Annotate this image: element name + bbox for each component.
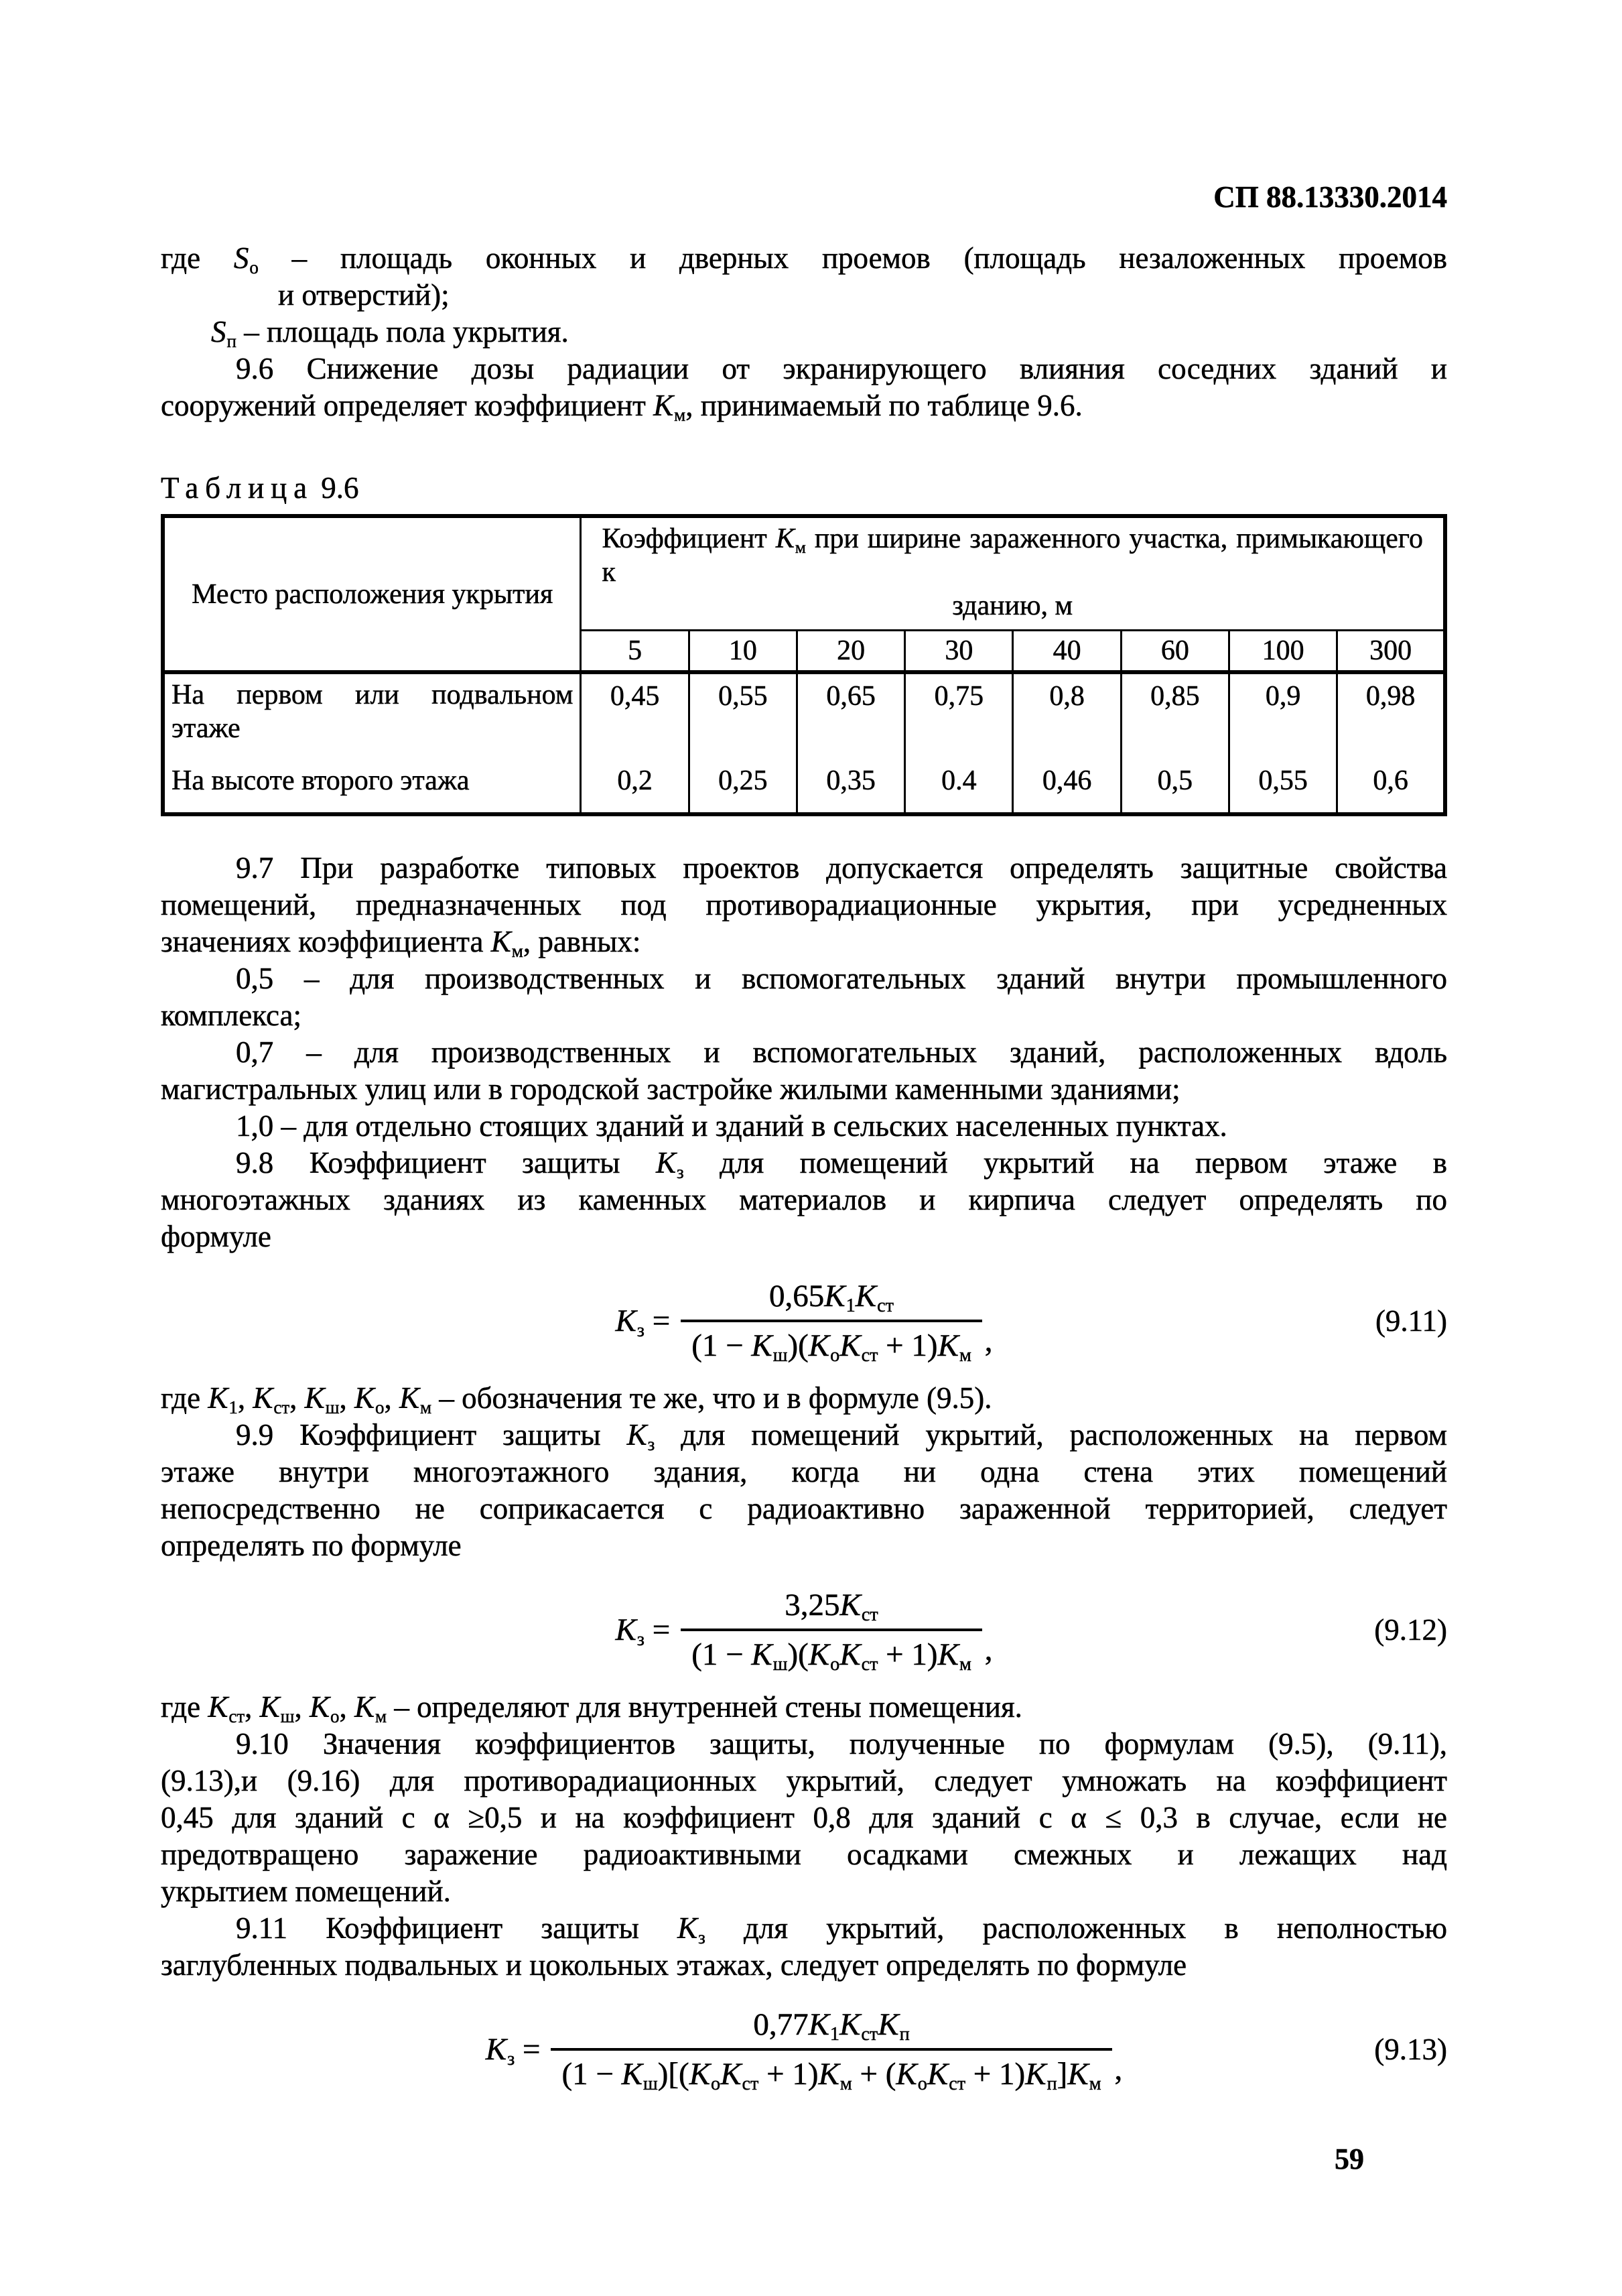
table-header-coefficient-line: Коэффициент $K_м$ при ширине зараженного участка, примыкающего к [602, 523, 1423, 588]
list-item-0-5-line: комплекса; [161, 999, 301, 1032]
width-header: 5 [581, 631, 689, 673]
denominator: $(1 - K_ш)(K_оK_{ст} + 1)K_м$ [681, 1320, 982, 1364]
clause-9-9-line: 9.9 Коэффициент защиты $K_з$ для помещений укрытий, расположенных на первом [236, 1418, 1447, 1455]
table-cell: 0,65 [797, 672, 904, 761]
table-cell: 0,5 [1121, 761, 1229, 814]
row-label-line: этаже [172, 713, 241, 744]
formula-number: (9.12) [1374, 1613, 1447, 1647]
table-cell: 0,2 [581, 761, 689, 814]
width-header: 300 [1337, 631, 1445, 673]
width-header: 20 [797, 631, 904, 673]
clause-9-7-line: значениях коэффициента $K_м$, равных: [161, 925, 641, 962]
row-label-line: На первом или подвальном [172, 680, 573, 710]
table-row [163, 672, 1445, 761]
where-9-11 [161, 1380, 1447, 1564]
clause-9-8-line: многоэтажных зданиях из каменных материалов и кирпича следует определять по [161, 1183, 1447, 1216]
formula-lhs: $K_з$ = [615, 1303, 671, 1342]
clause-9-9-line: непосредственно не соприкасается с радиоактивно зараженной территорией, следует [161, 1492, 1447, 1525]
list-item-0-7-line: магистральных улиц или в городской застройке жилыми каменными зданиями; [161, 1072, 1180, 1106]
clause-9-9-line: этаже внутри многоэтажного здания, когда ни одна стена этих помещений [161, 1455, 1447, 1488]
where-9-12-line: где $K_{ст}$, $K_ш$, $K_о$, $K_м$ – определяют для внутренней стены помещения. [161, 1690, 1022, 1727]
table-caption-word: Таблица [161, 471, 314, 505]
formula-number: (9.11) [1375, 1304, 1447, 1338]
definition-line: и отверстий); [278, 278, 450, 312]
clause-9-10-line: 9.10 Значения коэффициентов защиты, полученные по формулам (9.5), (9.11), [236, 1727, 1447, 1761]
table-row [163, 761, 1445, 814]
clause-9-9-line: определять по формуле [161, 1529, 462, 1562]
width-header: 10 [689, 631, 797, 673]
clause-9-10-line: предотвращено заражение радиоактивными осадками смежных и лежащих над [161, 1838, 1447, 1871]
table-caption-number: 9.6 [321, 471, 359, 505]
numerator: $3,25K_{ст}$ [785, 1588, 878, 1626]
definitions-block [161, 240, 1447, 424]
formula-lhs: $K_з$ = [615, 1612, 671, 1651]
page-content [161, 0, 1447, 2108]
definition-line: где $S_о$ – площадь оконных и дверных проемов (площадь незаложенных проемов [161, 241, 1448, 278]
clause-9-10-line: 0,45 для зданий с α ≥0,5 и на коэффициент 0,8 для зданий с α ≤ 0,3 в случае, если не [161, 1801, 1447, 1834]
width-header: 60 [1121, 631, 1229, 673]
formula-number: (9.13) [1374, 2033, 1447, 2066]
table-header-place: Место расположения укрытия [163, 516, 581, 672]
definition-line: $S_п$ – площадь пола укрытия. [211, 315, 569, 352]
numerator: $0,65K_1K_{ст}$ [769, 1279, 894, 1317]
table-cell: 0,55 [1229, 761, 1337, 814]
denominator: $(1 - K_ш)[(K_оK_{ст} + 1)K_м + (K_оK_{ст} + 1)K_п]K_м$ [551, 2048, 1111, 2092]
clause-9-6-line: сооружений определяет коэффициент $K_м$, принимаемый по таблице 9.6. [161, 389, 1083, 426]
clause-9-10-line: укрытием помещений. [161, 1874, 451, 1908]
width-header: 40 [1013, 631, 1121, 673]
where-9-12 [161, 1689, 1447, 1984]
fraction [551, 2006, 1111, 2095]
row-label: На высоте второго этажа [163, 761, 581, 814]
formula-9-11 [161, 1278, 1447, 1364]
table-cell: 0,75 [905, 672, 1013, 761]
denominator: $(1 - K_ш)(K_оK_{ст} + 1)K_м$ [681, 1629, 982, 1673]
table-header-coefficient [581, 516, 1445, 631]
table-cell: 0,46 [1013, 761, 1121, 814]
formula-trailing-comma: , [984, 1324, 993, 1358]
formula-9-13 [161, 2006, 1447, 2095]
width-header: 30 [905, 631, 1013, 673]
list-item-1-0-line: 1,0 – для отдельно стоящих зданий и зданий в сельских населенных пунктах. [236, 1109, 1227, 1143]
list-item-0-7-line: 0,7 – для производственных и вспомогательных зданий, расположенных вдоль [236, 1035, 1447, 1069]
table-cell: 0,9 [1229, 672, 1337, 761]
clause-9-10-line: (9.13),и (9.16) для противорадиационных укрытий, следует умножать на коэффициент [161, 1764, 1447, 1797]
document-code-header: СП 88.13330.2014 [1213, 180, 1447, 214]
formula-9-12 [161, 1587, 1447, 1673]
table-cell: 0,25 [689, 761, 797, 814]
formula-trailing-comma: , [984, 1633, 993, 1667]
table-cell: 0,85 [1121, 672, 1229, 761]
clause-9-11-line: заглубленных подвальных и цокольных этажах, следует определять по формуле [161, 1948, 1187, 1982]
table-cell: 0,55 [689, 672, 797, 761]
clause-9-8-line: 9.8 Коэффициент защиты $K_з$ для помещений укрытий на первом этаже в [236, 1146, 1447, 1183]
table-header-coefficient-line: зданию, м [952, 590, 1073, 621]
table-cell: 0,6 [1337, 761, 1445, 814]
formula-lhs: $K_з$ = [485, 2032, 541, 2070]
row-label [163, 672, 581, 761]
clause-9-6-line: 9.6 Снижение дозы радиации от экранирующего влияния соседних зданий и [236, 352, 1447, 385]
table-cell: 0,35 [797, 761, 904, 814]
numerator: $0,77K_1K_{ст}K_п$ [753, 2007, 910, 2045]
width-header: 100 [1229, 631, 1337, 673]
list-item-0-5-line: 0,5 – для производственных и вспомогательных зданий внутри промышленного [236, 962, 1447, 995]
table-header-row [163, 516, 1445, 631]
table-caption [161, 471, 1447, 505]
where-9-11-line: где $K_1$, $K_{ст}$, $K_ш$, $K_о$, $K_м$ – обозначения те же, что и в формуле (9.5). [161, 1381, 992, 1418]
page-number: 59 [1335, 2143, 1364, 2175]
clause-9-7-line: 9.7 При разработке типовых проектов допускается определять защитные свойства [236, 851, 1447, 885]
clause-9-8-line: формуле [161, 1220, 271, 1253]
clause-9-11-line: 9.11 Коэффициент защиты $K_з$ для укрытий, расположенных в неполностью [236, 1911, 1447, 1948]
clause-9-7-line: помещений, предназначенных под противорадиационные укрытия, при усредненных [161, 888, 1447, 921]
table-cell: 0,8 [1013, 672, 1121, 761]
formula-trailing-comma: , [1114, 2052, 1123, 2087]
table-cell: 0.4 [905, 761, 1013, 814]
fraction [681, 1587, 982, 1673]
clause-9-7 [161, 850, 1447, 1255]
table-cell: 0,45 [581, 672, 689, 761]
table-cell: 0,98 [1337, 672, 1445, 761]
fraction [681, 1278, 982, 1364]
table-9-6 [161, 514, 1447, 816]
